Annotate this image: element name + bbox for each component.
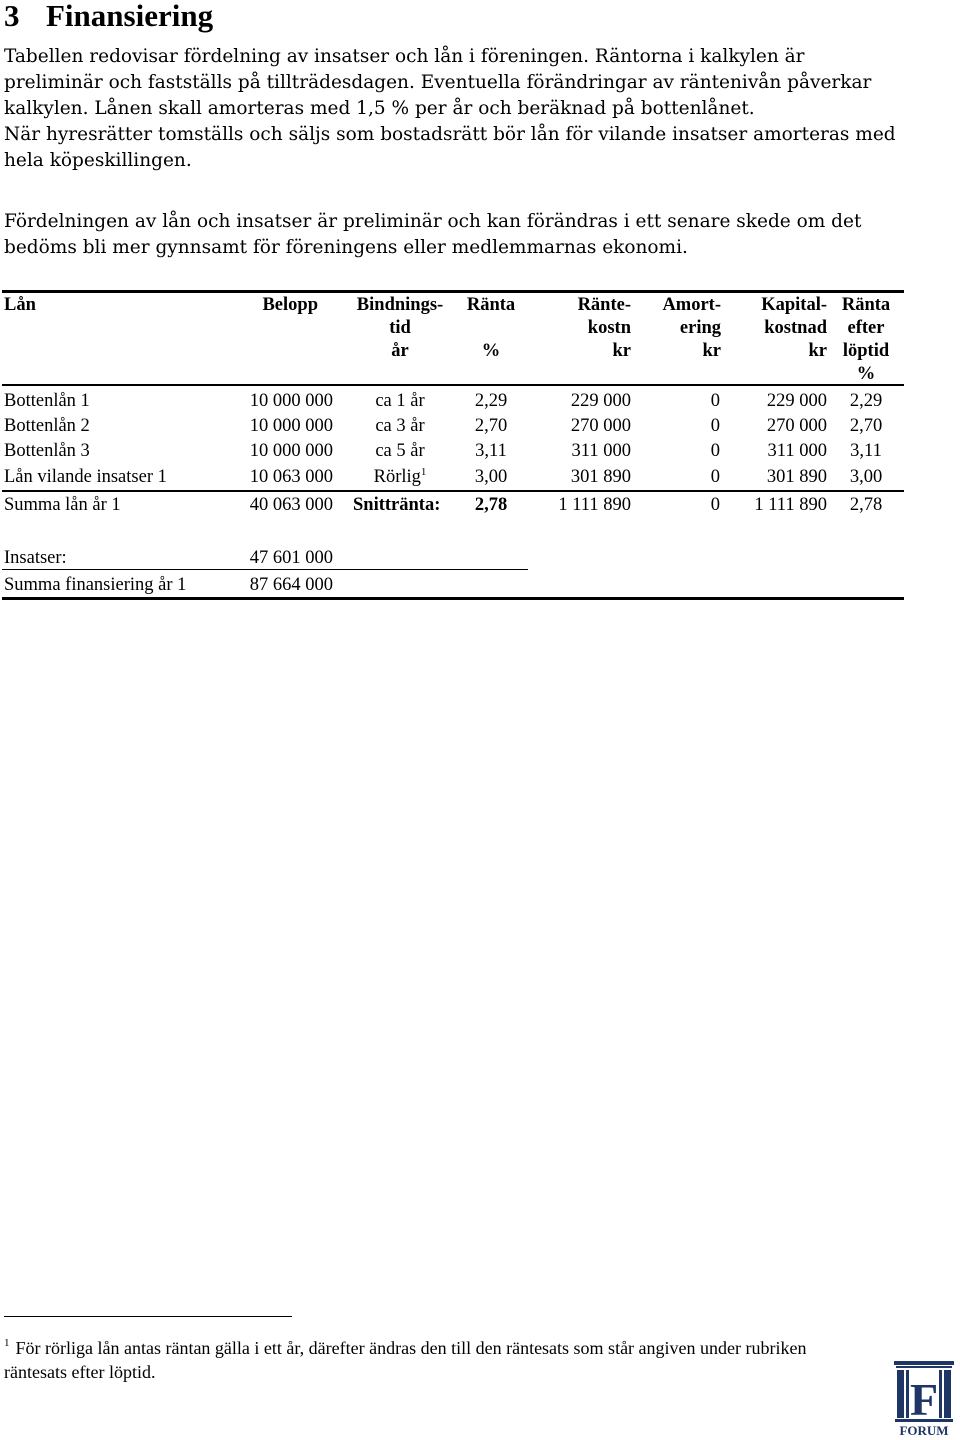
header-rantekostn-line2: kostn	[587, 318, 631, 338]
summary-belopp: 40 063 000	[249, 495, 333, 515]
header-bindningstid-line2: tid	[389, 318, 411, 338]
insatser-label: Insatser:	[4, 548, 67, 568]
header-kapitalkostnad-line3: kr	[808, 341, 827, 361]
table-row-1-belopp: 10 000 000	[249, 391, 333, 411]
table-row-3-kapitalkostnad: 311 000	[767, 441, 827, 461]
header-amortering-line1: Amort-	[662, 295, 721, 315]
table-row-1-lan: Bottenlån 1	[4, 391, 90, 411]
summary-kapitalkostnad: 1 111 890	[754, 495, 827, 515]
intro-paragraph	[4, 44, 924, 174]
summary-snittranta-label: Snittränta:	[353, 495, 441, 515]
summary-rule	[2, 490, 904, 492]
header-bindningstid-line3: år	[391, 341, 409, 361]
table-row-3-lan: Bottenlån 3	[4, 441, 90, 461]
summary-ranta-efter: 2,78	[849, 495, 883, 515]
summa-finansiering-value: 87 664 000	[249, 575, 333, 595]
table-row-2-kapitalkostnad: 270 000	[766, 416, 827, 436]
header-ranta-efter-line1: Ränta	[841, 295, 891, 315]
table-row-2-amortering: 0	[710, 416, 720, 436]
section-title: Finansiering	[46, 0, 214, 33]
text-line: bedöms bli mer gynnsamt för föreningens eller medlemmarnas ekonomi.	[4, 237, 688, 258]
table-row-1-amortering: 0	[710, 391, 720, 411]
summary-amortering: 0	[710, 495, 720, 515]
table-row-2-bindning: ca 3 år	[375, 416, 425, 436]
forum-logo	[891, 1360, 957, 1438]
table-row-2-ranta: 2,70	[474, 416, 508, 436]
footnote-line-1	[4, 1336, 904, 1360]
summary-ranta: 2,78	[474, 495, 508, 515]
header-amortering-line2: ering	[679, 318, 721, 338]
text-line: Tabellen redovisar fördelning av insatser och lån i föreningen. Räntorna i kalkylen är	[4, 46, 805, 67]
table-row-1-ranta-efter: 2,29	[849, 391, 883, 411]
distribution-paragraph	[4, 209, 924, 261]
header-kapitalkostnad-line2: kostnad	[764, 318, 827, 338]
table-row-3-belopp: 10 000 000	[249, 441, 333, 461]
table-row-4-amortering: 0	[710, 467, 720, 487]
section-number: 3	[4, 0, 20, 33]
summa-finansiering-label: Summa finansiering år 1	[4, 575, 187, 595]
table-row-4-ranta-efter: 3,00	[849, 467, 883, 487]
insatser-value: 47 601 000	[249, 548, 333, 568]
header-kapitalkostnad-line1: Kapital-	[761, 295, 827, 315]
footnote-marker: 1	[4, 1337, 10, 1349]
text-line: kalkylen. Lånen skall amorteras med 1,5 % per år och beräknad på bottenlånet.	[4, 98, 755, 119]
footnote-ref: 1	[420, 466, 427, 478]
table-row-4-ranta: 3,00	[474, 467, 508, 487]
table-row-4-lan: Lån vilande insatser 1	[4, 467, 167, 487]
insatser-rule	[2, 569, 528, 570]
table-top-rule	[2, 290, 904, 293]
text-line: hela köpeskillingen.	[4, 150, 192, 171]
table-row-1-kapitalkostnad: 229 000	[766, 391, 827, 411]
text-line: preliminär och fastställs på tillträdesdagen. Eventuella förändringar av räntenivån påverkar	[4, 72, 872, 93]
logo-wordmark: FORUM	[899, 1423, 949, 1438]
table-row-4-belopp: 10 063 000	[249, 467, 333, 487]
header-lan: Lån	[4, 295, 36, 315]
header-rantekostn-line3: kr	[612, 341, 631, 361]
table-row-2-rantekostn: 270 000	[570, 416, 631, 436]
table-row-3-rantekostn: 311 000	[571, 441, 631, 461]
header-ranta-efter-line4: %	[856, 364, 876, 384]
table-row-4-kapitalkostnad: 301 890	[766, 467, 827, 487]
table-row-2-lan: Bottenlån 2	[4, 416, 90, 436]
summary-rantekostn: 1 111 890	[558, 495, 631, 515]
footnote-separator	[4, 1316, 292, 1317]
text-line: När hyresrätter tomställs och säljs som bostadsrätt bör lån för vilande insatser amorteras med	[4, 124, 896, 145]
text-line: Fördelningen av lån och insatser är preliminär och kan förändras i ett senare skede om det	[4, 211, 862, 232]
footnote-text-1: För rörliga lån antas räntan gälla i ett år, därefter ändras den till den räntesats som står angiven under rubriken	[15, 1338, 807, 1358]
summary-lan: Summa lån år 1	[4, 495, 121, 515]
table-row-1-ranta: 2,29	[474, 391, 508, 411]
table-row-2-ranta-efter: 2,70	[849, 416, 883, 436]
header-belopp: Belopp	[262, 295, 318, 315]
footnote	[4, 1336, 904, 1384]
header-ranta-line2: %	[481, 341, 501, 361]
table-row-3-ranta-efter: 3,11	[850, 441, 882, 461]
section-heading	[4, 0, 213, 36]
table-row-1-bindning: ca 1 år	[375, 391, 425, 411]
logo-letter: F	[909, 1374, 939, 1425]
table-row-4-bindning	[340, 466, 460, 489]
header-ranta-line1: Ränta	[466, 295, 516, 315]
table-row-3-ranta: 3,11	[475, 441, 507, 461]
table-row-2-belopp: 10 000 000	[249, 416, 333, 436]
table-row-1-rantekostn: 229 000	[570, 391, 631, 411]
header-bindningstid-line1: Bindnings-	[356, 295, 444, 315]
table-row-4-rantekostn: 301 890	[570, 467, 631, 487]
header-ranta-efter-line3: löptid	[842, 341, 890, 361]
header-rantekostn-line1: Ränte-	[577, 295, 631, 315]
header-ranta-efter-line2: efter	[847, 318, 885, 338]
header-amortering-line3: kr	[702, 341, 721, 361]
table-bottom-rule	[2, 597, 904, 600]
header-rule	[2, 384, 904, 386]
table-row-3-amortering: 0	[710, 441, 720, 461]
table-row-3-bindning: ca 5 år	[375, 441, 425, 461]
table-row-4-bindning-text: Rörlig	[373, 467, 421, 487]
footnote-text-2: räntesats efter löptid.	[4, 1362, 156, 1382]
